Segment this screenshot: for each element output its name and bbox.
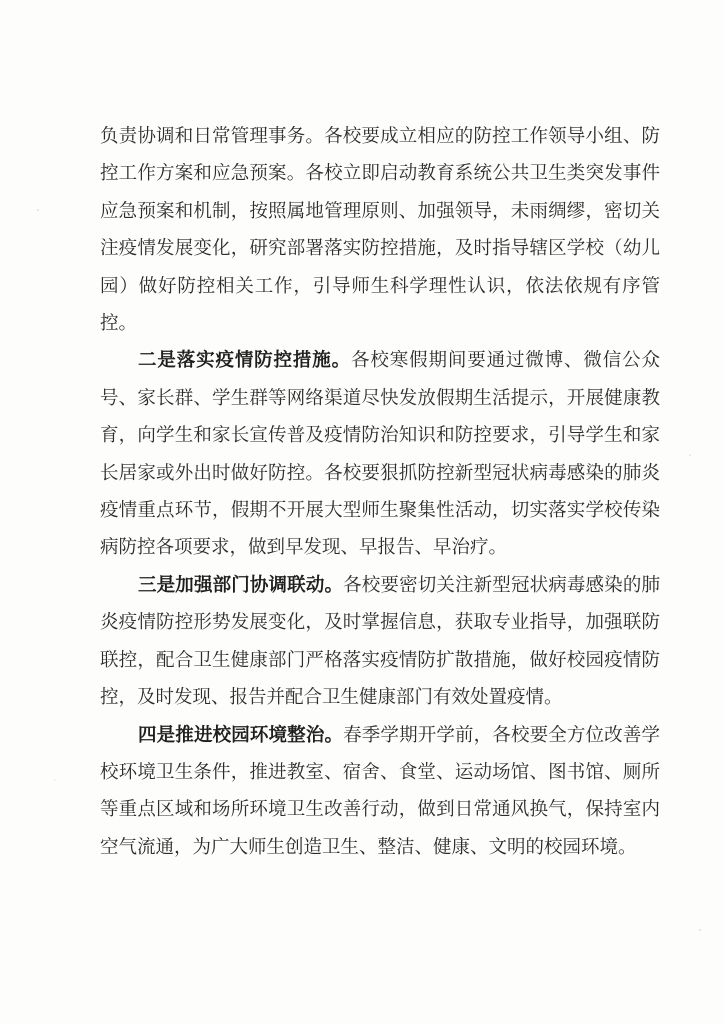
paragraph-2-body: 各校寒假期间要通过微博、微信公众号、家长群、学生群等网络渠道尽快发放假期生活提示，开展健康教育，向学生和家长宣传普及疫情防治知识和防控要求，引导学生和家长居家或外出时做好防控。各校要狠抓防控新型冠状病毒感染的肺炎疫情重点环节，假期不开展大型师生聚集性活动，切实落实学校传染病防控各项要求，做到早发现、早报告、早治疗。 [100, 350, 660, 559]
paragraph-3-heading: 三是加强部门协调联动。 [138, 574, 344, 596]
paragraph-4-heading: 四是推进校园环境整治。 [138, 724, 344, 746]
paragraph-1-body: 负责协调和日常管理事务。各校要成立相应的防控工作领导小组、防控工作方案和应急预案。各校立即启动教育系统公共卫生类突发事件应急预案和机制，按照属地管理原则、加强领导，未雨绸缪，密切关注疫情发展变化，研究部署落实防控措施，及时指导辖区学校（幼儿园）做好防控相关工作，引导师生科学理性认识，依法依规有序管控。 [100, 126, 660, 335]
paragraph-3-body: 各校要密切关注新型冠状病毒感染的肺炎疫情防控形势发展变化，及时掌握信息，获取专业指导，加强联防联控，配合卫生健康部门严格落实疫情防扩散措施，做好校园疫情防控，及时发现、报告并配合卫生健康部门有效处置疫情。 [100, 574, 660, 709]
paragraph-2 [100, 342, 660, 566]
document-body [100, 118, 660, 866]
paragraph-3 [100, 567, 660, 717]
paragraph-1 [100, 118, 660, 342]
paragraph-4 [100, 717, 660, 867]
paragraph-4-body: 春季学期开学前，各校要全方位改善学校环境卫生条件，推进教室、宿舍、食堂、运动场馆、图书馆、厕所等重点区域和场所环境卫生改善行动，做到日常通风换气，保持室内空气流通，为广大师生创造卫生、整洁、健康、文明的校园环境。 [100, 724, 660, 858]
paragraph-2-heading: 二是落实疫情防控措施。 [138, 350, 352, 372]
